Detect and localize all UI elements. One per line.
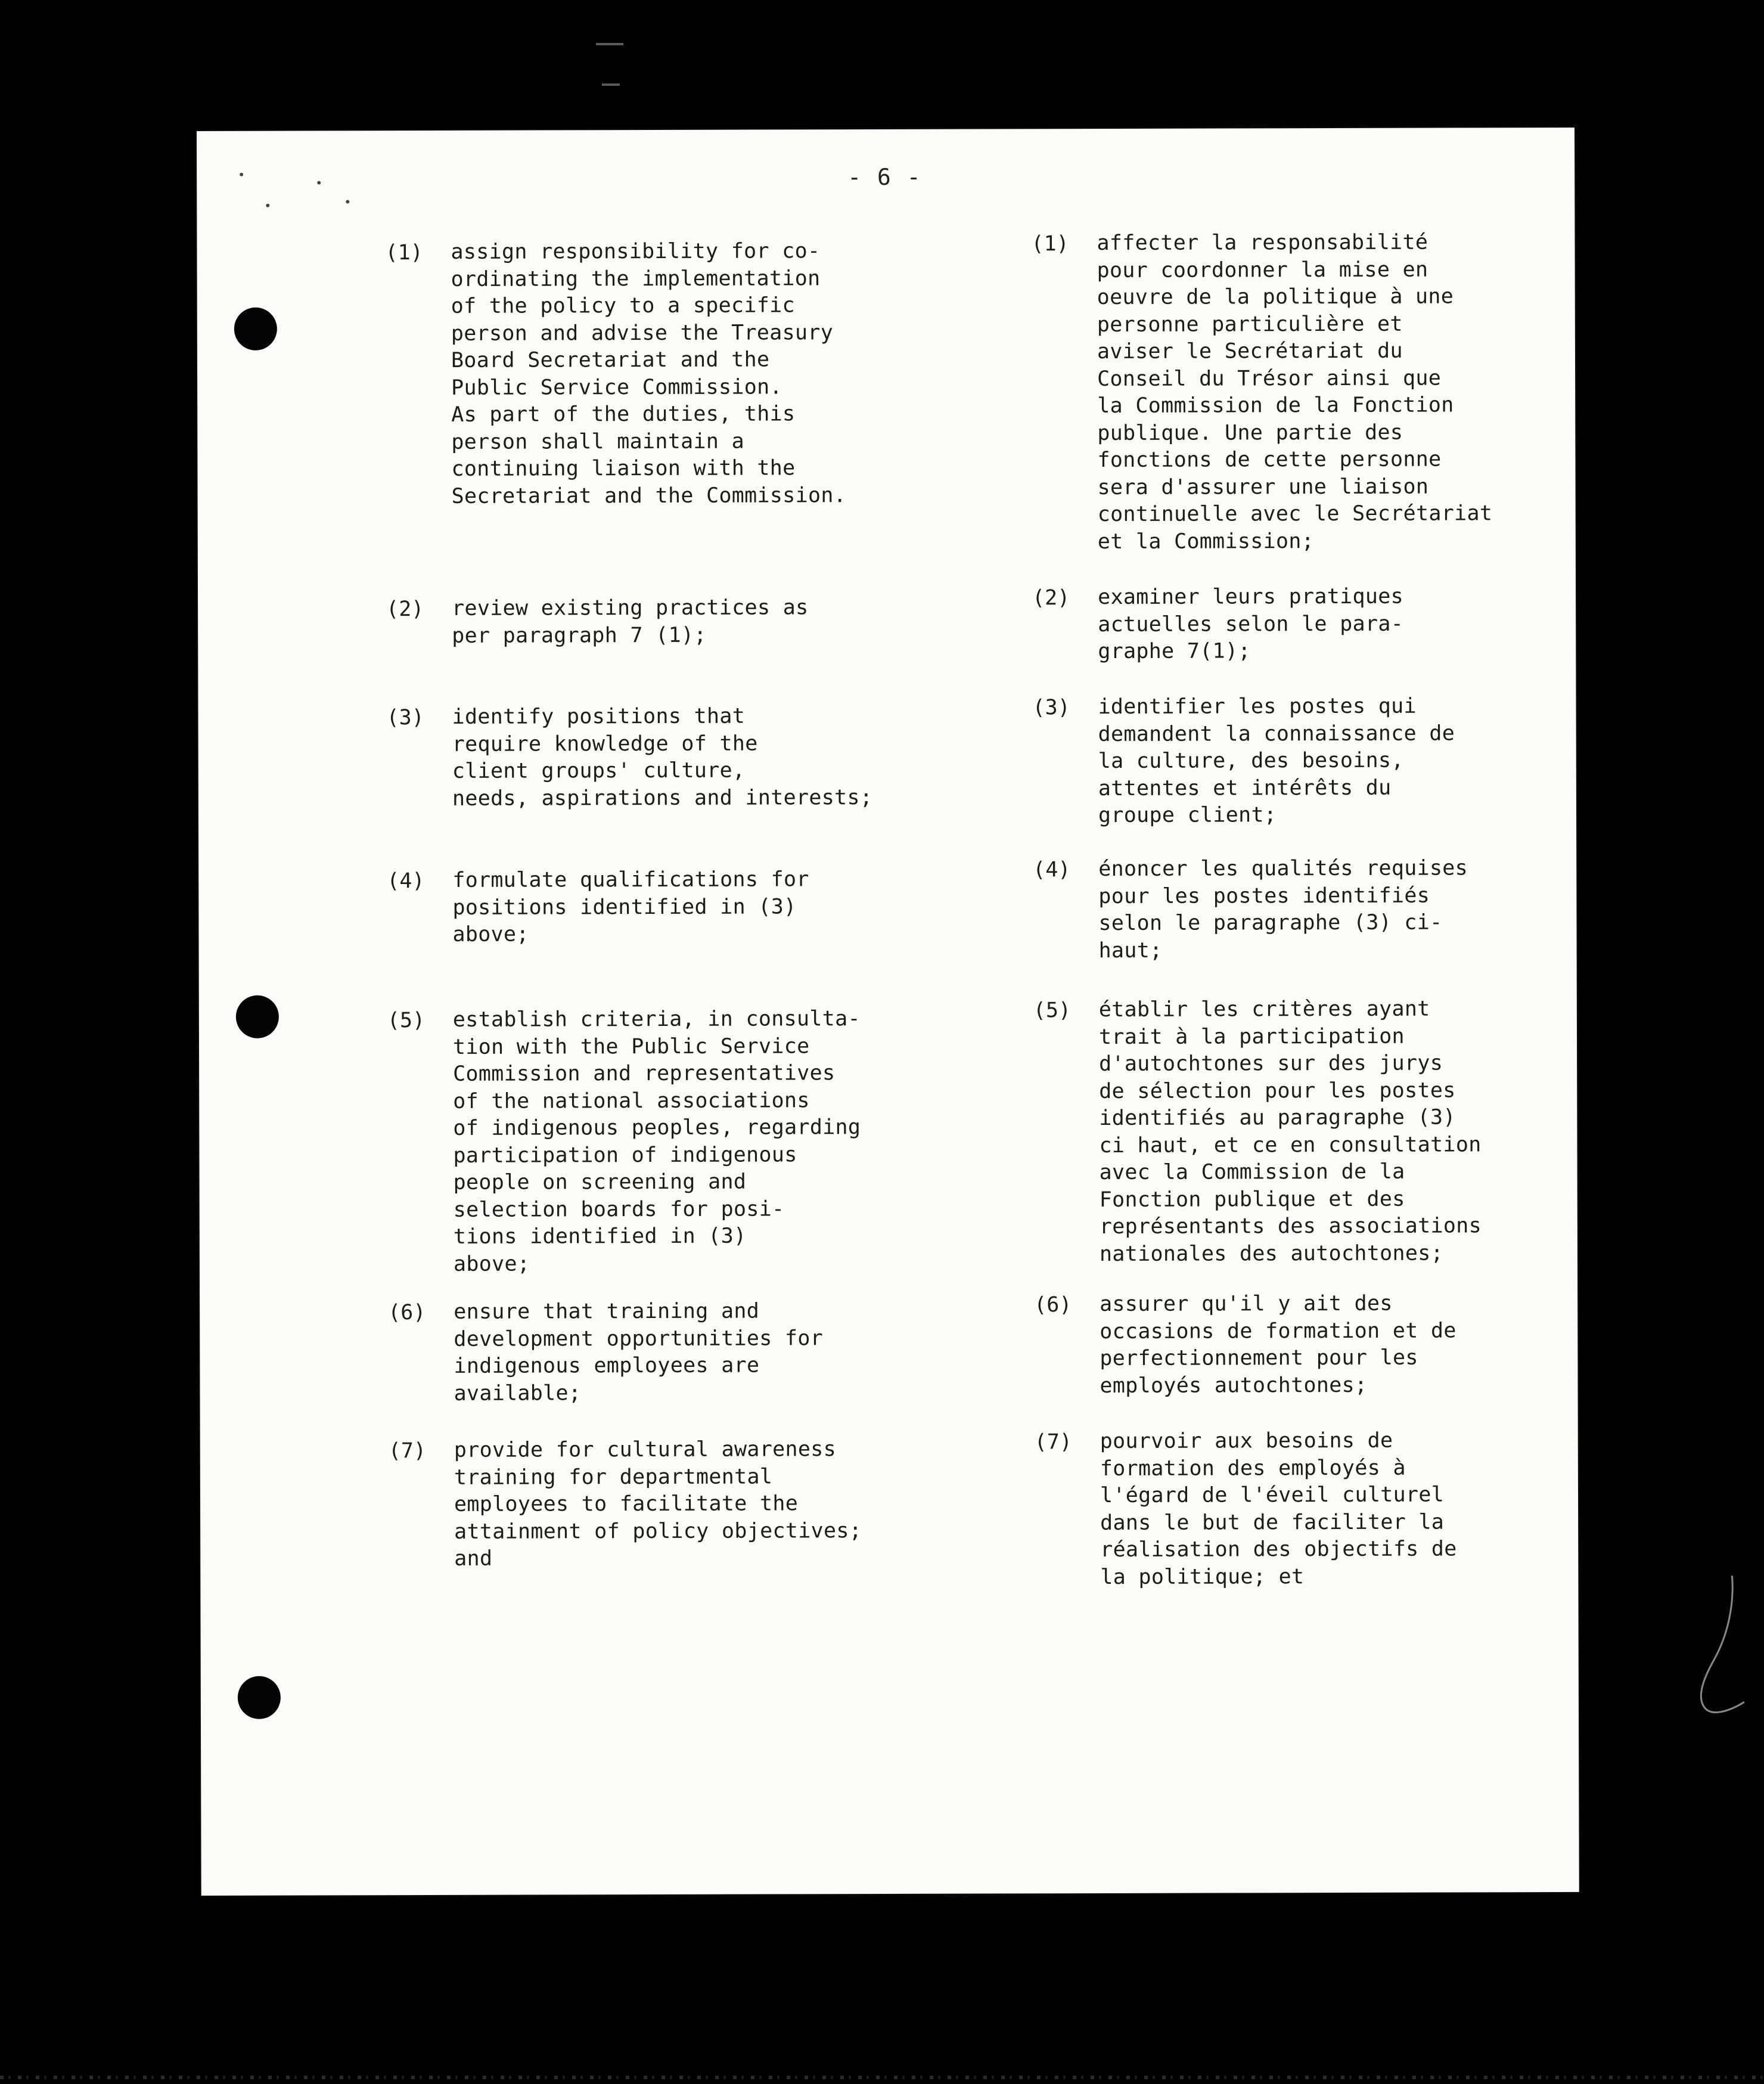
item-number: (1) bbox=[1031, 232, 1069, 256]
item-number: (3) bbox=[386, 706, 424, 730]
item-text: provide for cultural awareness training for departmental employees to facilitate the attainment of policy objectives; and bbox=[454, 1437, 862, 1571]
scan-artifact-bottom bbox=[0, 2076, 1764, 2079]
item-number: (6) bbox=[1034, 1293, 1072, 1317]
item-number: (4) bbox=[1033, 858, 1071, 882]
item-number: (1) bbox=[385, 241, 423, 265]
item-text: establish criteria, in consulta- tion with the Public Service Commission and representatives of the national associations of indigenous peoples, regarding participation of indigenous people on screening and selection boards for posi- tions identified in (3) above; bbox=[452, 1007, 861, 1276]
item-number: (7) bbox=[1034, 1430, 1073, 1455]
item-text: identify positions that require knowledge of the client groups' culture, needs, aspirations and interests; bbox=[452, 704, 873, 811]
punch-hole-middle bbox=[236, 996, 279, 1038]
item-text: énoncer les qualités requises pour les postes identifiés selon le paragraphe (3) ci- haut; bbox=[1098, 856, 1468, 963]
document-page bbox=[197, 128, 1579, 1896]
item-number: (5) bbox=[387, 1009, 426, 1033]
item-number: (4) bbox=[387, 869, 425, 894]
item-number: (7) bbox=[388, 1438, 427, 1463]
item-text: assign responsibility for co- ordinating the implementation of the policy to a specific person and advise the Treasury Board Secretariat and the Public Service Commission. As part of the duties, this person shall maintain a continuing liaison with the Secretariat and the Commission. bbox=[451, 239, 847, 508]
speck bbox=[240, 173, 243, 176]
item-number: (2) bbox=[386, 597, 424, 622]
item-text: formulate qualifications for positions identified in (3) above; bbox=[452, 867, 809, 947]
item-number: (5) bbox=[1033, 998, 1072, 1023]
item-text: établir les critères ayant trait à la participation d'autochtones sur des jurys de sélection pour les postes identifiés au paragraphe (3) ci haut, et ce en consultation avec la Commission de la Fonction publique et des représentants des associations nationales des autochtones; bbox=[1098, 997, 1482, 1266]
item-text: assurer qu'il y ait des occasions de formation et de perfectionnement pour les employés autochtones; bbox=[1100, 1291, 1456, 1398]
scan-artifact-top bbox=[596, 43, 623, 45]
item-number: (3) bbox=[1032, 696, 1070, 720]
item-text: affecter la responsabilité pour coordonner la mise en oeuvre de la politique à une personne particulière et aviser le Secrétariat du Conseil du Trésor ainsi que la Commission de la Fonction publique. Une partie des fonctions de cette personne sera d'assurer une liaison continuelle avec le Secrétariat et la Commission; bbox=[1097, 230, 1493, 554]
speck bbox=[346, 200, 349, 203]
page-number: - 6 - bbox=[847, 163, 922, 191]
item-text: ensure that training and development opportunities for indigenous employees are available; bbox=[454, 1299, 824, 1406]
speck bbox=[266, 204, 269, 207]
speck bbox=[317, 181, 321, 184]
scan-artifact-top-2 bbox=[602, 83, 620, 86]
item-text: review existing practices as per paragraph 7 (1); bbox=[452, 596, 809, 648]
item-text: identifier les postes qui demandent la connaissance de la culture, des besoins, attentes et intérêts du groupe client; bbox=[1098, 694, 1455, 828]
punch-hole-top bbox=[234, 308, 277, 351]
punch-hole-bottom bbox=[238, 1676, 281, 1719]
item-number: (6) bbox=[388, 1301, 426, 1325]
item-text: pourvoir aux besoins de formation des employés à l'égard de l'éveil culturel dans le but de faciliter la réalisation des objectifs de la politique; et bbox=[1100, 1428, 1457, 1589]
pen-mark bbox=[1690, 1570, 1762, 1736]
item-number: (2) bbox=[1032, 586, 1070, 610]
item-text: examiner leurs pratiques actuelles selon le para- graphe 7(1); bbox=[1098, 584, 1404, 664]
